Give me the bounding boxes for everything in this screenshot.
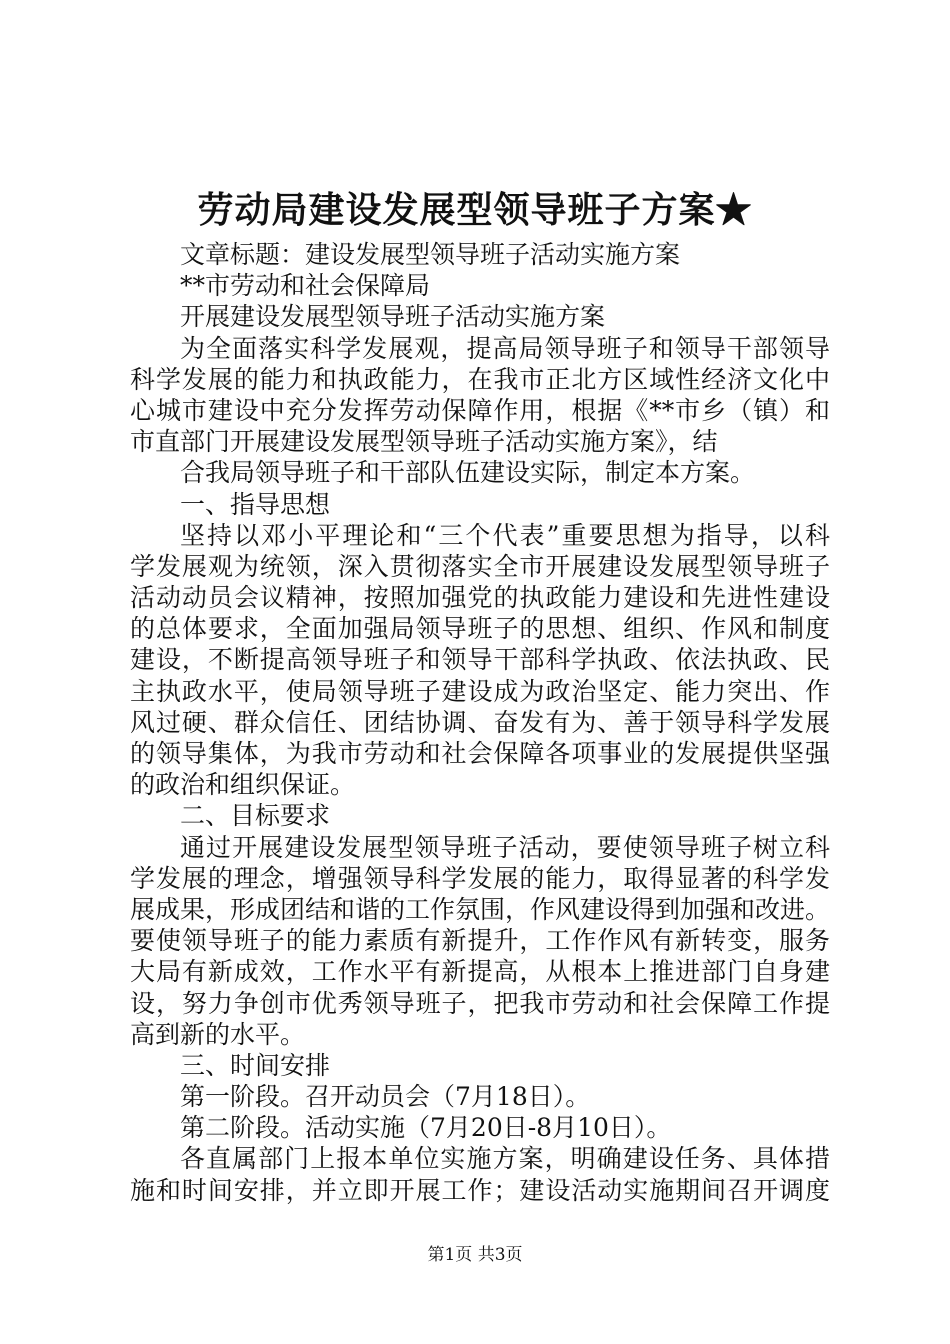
paragraph-line: 坚持以邓小平理论和“三个代表”重要思想为指导，以科 bbox=[180, 520, 830, 550]
paragraph-line: 文章标题：建设发展型领导班子活动实施方案 bbox=[180, 240, 681, 269]
paragraph-line: 市直部门开展建设发展型领导班子活动实施方案》，结 bbox=[130, 427, 718, 457]
paragraph-line: 的总体要求，全面加强局领导班子的思想、组织、作风和制度 bbox=[130, 614, 830, 644]
paragraph-line: 学发展的理念，增强领导科学发展的能力，取得显著的科学发 bbox=[130, 863, 830, 893]
paragraph-line: 为全面落实科学发展观，提高局领导班子和领导干部领导 bbox=[180, 333, 830, 363]
paragraph-line: 设，努力争创市优秀领导班子，把我市劳动和社会保障工作提 bbox=[130, 988, 830, 1018]
document-title: 劳动局建设发展型领导班子方案★ bbox=[197, 189, 753, 231]
paragraph-line: 活动动员会议精神，按照加强党的执政能力建设和先进性建设 bbox=[130, 583, 830, 613]
paragraph-line: 开展建设发展型领导班子活动实施方案 bbox=[180, 302, 606, 332]
paragraph-line: **市劳动和社会保障局 bbox=[180, 271, 431, 301]
paragraph-line: 各直属部门上报本单位实施方案，明确建设任务、具体措 bbox=[180, 1144, 830, 1174]
paragraph-line: 的政治和组织保证。 bbox=[130, 770, 356, 800]
paragraph-line: 大局有新成效，工作水平有新提高，从根本上推进部门自身建 bbox=[130, 957, 830, 987]
paragraph-line: 学发展观为统领，深入贯彻落实全市开展建设发展型领导班子 bbox=[130, 551, 830, 581]
paragraph-line: 高到新的水平。 bbox=[130, 1019, 306, 1049]
paragraph-line: 第二阶段。活动实施（7月20日-8月10日）。 bbox=[180, 1113, 672, 1143]
paragraph-line: 科学发展的能力和执政能力，在我市正北方区域性经济文化中 bbox=[130, 364, 830, 394]
paragraph-line: 风过硬、群众信任、团结协调、奋发有为、善于领导科学发展 bbox=[130, 707, 830, 737]
paragraph-line: 主执政水平，使局领导班子建设成为政治坚定、能力突出、作 bbox=[130, 676, 830, 706]
paragraph-line: 通过开展建设发展型领导班子活动，要使领导班子树立科 bbox=[180, 832, 830, 862]
paragraph-line: 建设，不断提高领导班子和领导干部科学执政、依法执政、民 bbox=[130, 645, 830, 675]
paragraph-line: 第一阶段。召开动员会（7月18日）。 bbox=[180, 1082, 591, 1112]
section-heading: 三、时间安排 bbox=[180, 1050, 331, 1080]
paragraph-line: 展成果，形成团结和谐的工作氛围，作风建设得到加强和改进。 bbox=[130, 894, 830, 924]
paragraph-line: 合我局领导班子和干部队伍建设实际，制定本方案。 bbox=[180, 458, 756, 488]
paragraph-line: 的领导集体，为我市劳动和社会保障各项事业的发展提供坚强 bbox=[130, 739, 830, 768]
page-footer: 第1页 共3页 bbox=[427, 1245, 523, 1265]
document-body bbox=[130, 239, 830, 1206]
section-heading: 一、指导思想 bbox=[180, 489, 331, 519]
paragraph-line: 要使领导班子的能力素质有新提升，工作作风有新转变，服务 bbox=[130, 926, 830, 956]
paragraph-line: 施和时间安排，并立即开展工作；建设活动实施期间召开调度 bbox=[130, 1175, 830, 1205]
paragraph-line: 心城市建设中充分发挥劳动保障作用，根据《**市乡（镇）和 bbox=[130, 395, 830, 425]
section-heading: 二、目标要求 bbox=[180, 801, 331, 831]
